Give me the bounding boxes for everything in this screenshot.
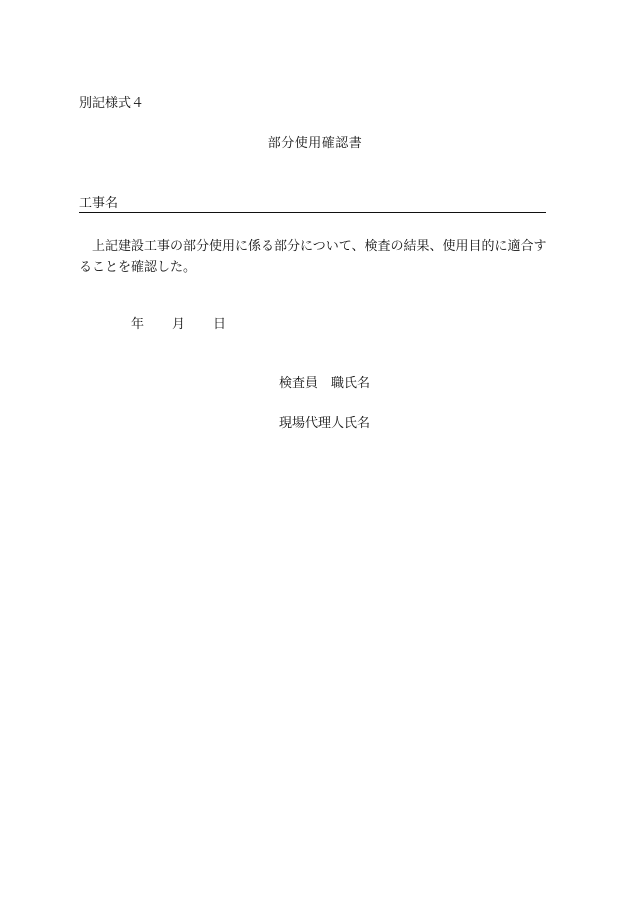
inspector-role-label: 検査員 — [279, 376, 319, 391]
project-name-line — [79, 196, 546, 213]
year-label: 年 — [131, 317, 145, 332]
site-agent-label: 現場代理人氏名 — [279, 416, 371, 431]
date-line — [131, 317, 226, 333]
day-label: 日 — [213, 317, 227, 332]
confirmation-statement: 上記建設工事の部分使用に係る部分について、検査の結果、使用目的に適合することを確認した。 — [79, 239, 547, 275]
month-label: 月 — [172, 317, 186, 332]
inspector-name-label: 職氏名 — [331, 376, 371, 391]
form-number: 別記様式４ — [79, 96, 145, 111]
project-name-label: 工事名 — [79, 196, 119, 211]
document-title: 部分使用確認書 — [267, 136, 363, 151]
inspector-line — [279, 376, 370, 392]
